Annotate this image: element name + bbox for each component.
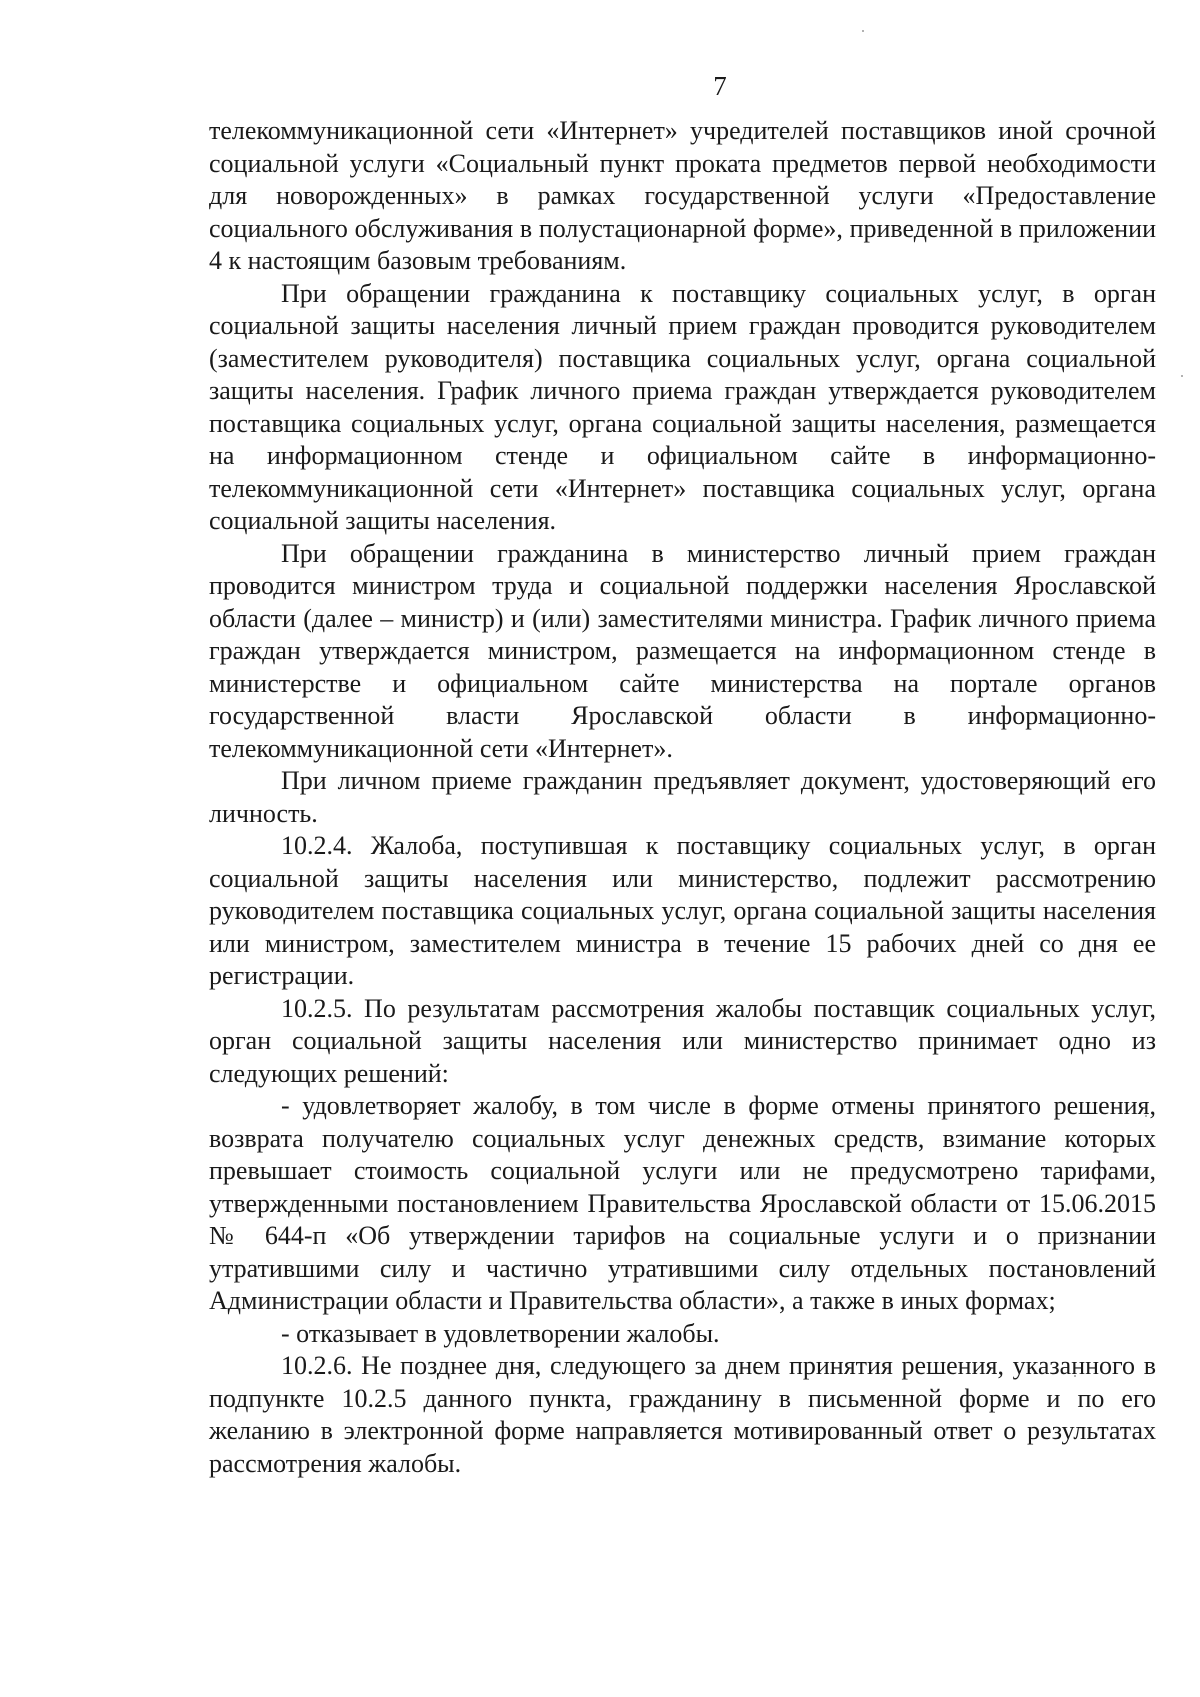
paragraph-reception-provider: При обращении гражданина к поставщику социальных услуг, в орган социальной защиты населения личный прием граждан проводится руководителем (заместителем руководителя) поставщика социальных услуг, органа социальной защиты населения. График личного приема граждан утверждается руководителем поставщика социальных услуг, органа социальной защиты населения, размещается на информационном стенде и официальном сайте в информационно-телекоммуникационной сети «Интернет» поставщика социальных услуг, органа социальной защиты населения. <box>209 278 1156 535</box>
paragraph-10-2-5: 10.2.5. По результатам рассмотрения жалобы поставщик социальных услуг, орган социальной защиты населения или министерство принимает одно из следующих решений: <box>209 993 1156 1088</box>
list-item-refuse-complaint: - отказывает в удовлетворении жалобы. <box>281 1318 720 1348</box>
paragraph-10-2-6: 10.2.6. Не позднее дня, следующего за днем принятия решения, указанного в подпункте 10.2.5 данного пункта, гражданину в письменной форме и по его желанию в электронной форме направляется мотивированный ответ о результатах рассмотрения жалобы. <box>209 1351 1156 1478</box>
paragraph-10-2-4: 10.2.4. Жалоба, поступившая к поставщику социальных услуг, в орган социальной защиты населения или министерство, подлежит рассмотрению руководителем поставщика социальных услуг, органа социальной защиты населения или министром, заместителем министра в течение 15 рабочих дней со дня ее регистрации. <box>209 831 1156 990</box>
document-body <box>209 115 1156 1480</box>
paragraph-continuation: телекоммуникационной сети «Интернет» учредителей поставщиков иной срочной социальной услуги «Социальный пункт проката предметов первой необходимости для новорожденных» в рамках государственной услуги «Предоставление социального обслуживания в полустационарной форме», приведенной в приложении 4 к настоящим базовым требованиям. <box>209 116 1156 275</box>
paragraph-reception-ministry: При обращении гражданина в министерство личный прием граждан проводится министром труда и социальной поддержки населения Ярославской области (далее – министр) и (или) заместителями министра. График личного приема граждан утверждается министром, размещается на информационном стенде в министерстве и официальном сайте министерства на портале органов государственной власти Ярославской области в информационно-телекоммуникационной сети «Интернет». <box>209 538 1156 763</box>
page-number: 7 <box>713 71 727 101</box>
scan-speck <box>1181 375 1183 377</box>
scan-speck <box>862 30 864 32</box>
paragraph-identity-document: При личном приеме гражданин предъявляет документ, удостоверяющий его личность. <box>209 766 1156 828</box>
list-item-satisfy-complaint: - удовлетворяет жалобу, в том числе в форме отмены принятого решения, возврата получателю социальных услуг денежных средств, взимание которых превышает стоимость социальной услуги или не предусмотрено тарифами, утвержденными постановлением Правительства Ярославской области от 15.06.2015 № 644-п «Об утверждении тарифов на социальные услуги и о признании утратившими силу и частично утратившими силу отдельных постановлений Администрации области и Правительства области», а также в иных формах; <box>209 1091 1156 1315</box>
